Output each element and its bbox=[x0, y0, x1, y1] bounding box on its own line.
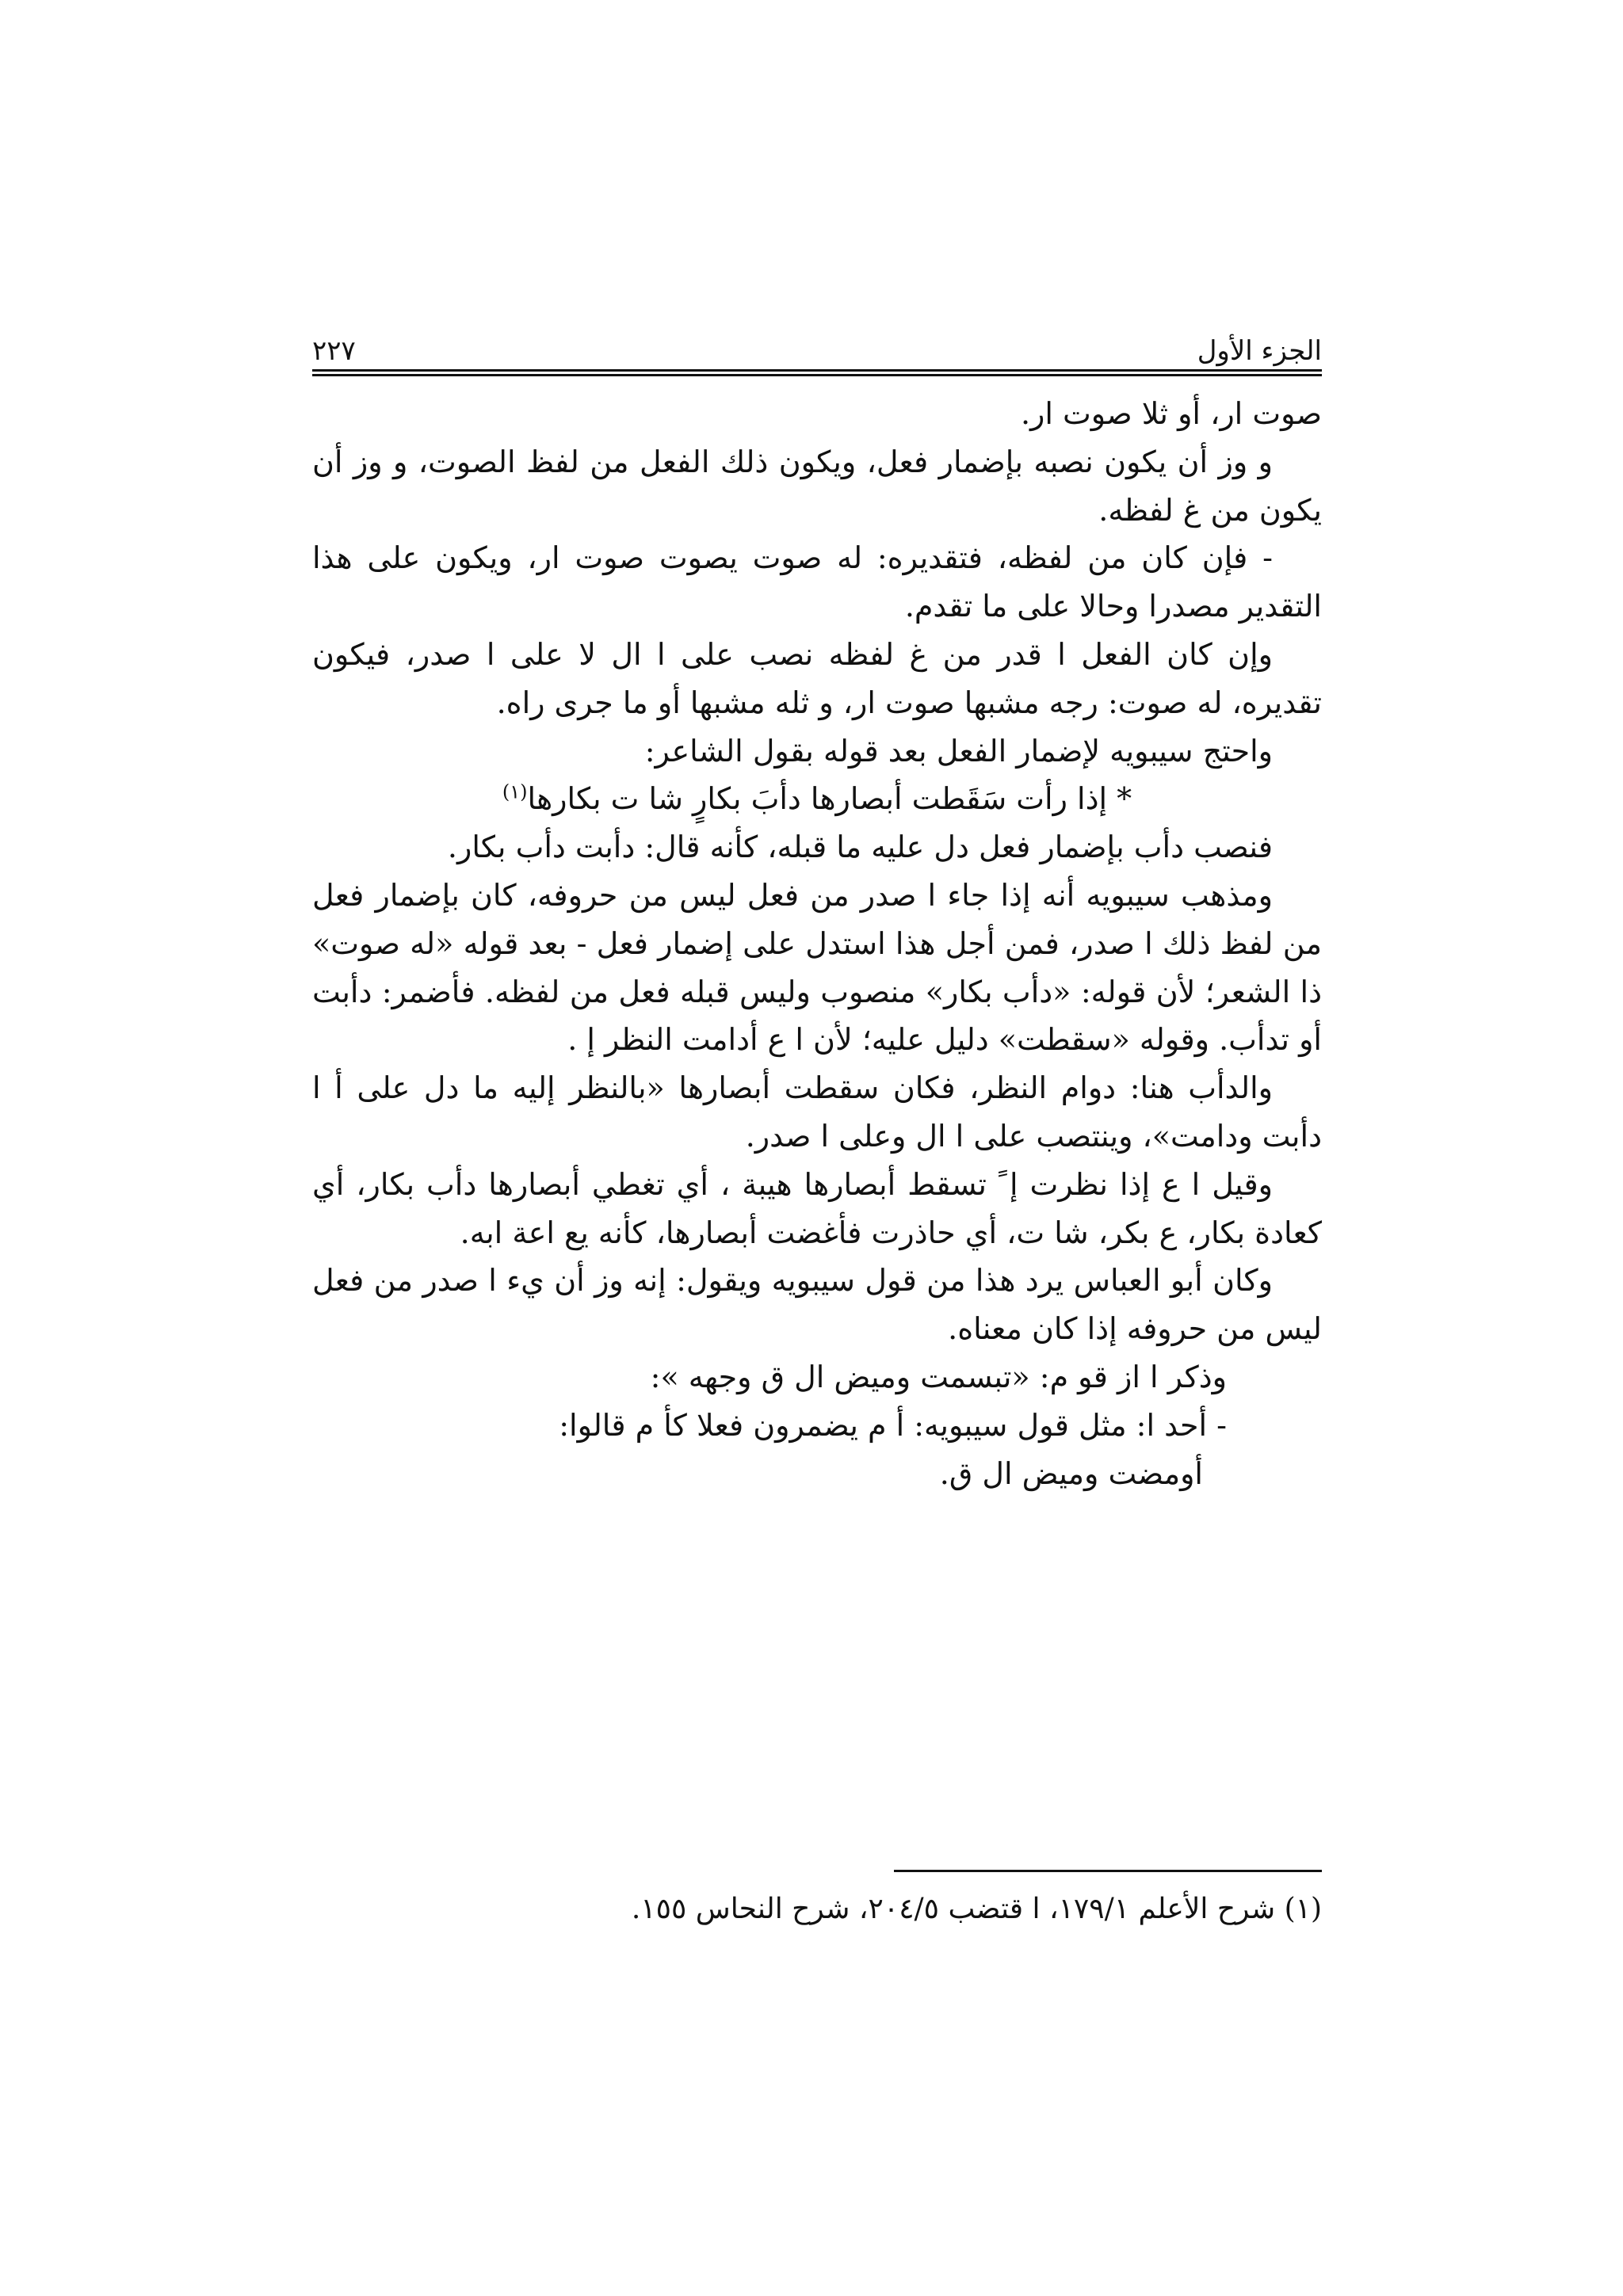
paragraph: وذكر ا از قو م: «تبسمت وميض ال ق وجهه »: bbox=[650, 1359, 1227, 1394]
main-text bbox=[312, 390, 1322, 1497]
paragraph: صوت ار، أو ثلا صوت ار. bbox=[1020, 396, 1322, 431]
verse-text: * إذا رأت سَقَطت أبصارها دأبَ بكارٍ شا ت بكارها bbox=[527, 781, 1132, 817]
paragraph: - فإن كان من لفظه، فتقديره: له صوت يصوت صوت ار، ويكون على هذا التقدير مصدرا وحالا على ما تقدم. bbox=[312, 540, 1322, 624]
paragraph: وإن كان الفعل ا قدر من غ لفظه نصب على ا ال لا على ا صدر، فيكون تقديره، له صوت: رجه مشبها صوت ار، و ثله مشبها أو ما جرى راه. bbox=[312, 636, 1322, 720]
footnote-separator bbox=[894, 1870, 1322, 1872]
paragraph: وقيل ا ع إذا نظرت إ ً تسقط أبصارها هيبة ، أي تغطي أبصارها دأب بكار، أي كعادة بكار، ع بكر، شا ت، أي حاذرت فأغضت أبصارها، كأنه يع اعة ابه. bbox=[312, 1166, 1322, 1250]
paragraph: واحتج سيبويه لإضمار الفعل بعد قوله بقول الشاعر: bbox=[644, 733, 1273, 769]
paragraph: ومذهب سيبويه أنه إذا جاء ا صدر من فعل ليس من حروفه، كان بإضمار فعل من لفظ ذلك ا صدر، فمن أجل هذا استدل على إضمار فعل - بعد قوله «له صوت» ذا الشعر؛ لأن قوله: «دأب بكار» منصوب وليس قبله فعل من لفظه. فأضمر: دأبت أو تدأب. وقوله «سقطت» دليل عليه؛ لأن ا ع أدامت النظر إ . bbox=[312, 877, 1322, 1058]
document-page bbox=[312, 0, 1322, 2296]
list-item: - أحد ا: مثل قول سيبويه: أ م يضمرون فعلا كأ م قالوا: bbox=[559, 1407, 1227, 1443]
page-header bbox=[312, 319, 1322, 367]
book-part-title: الجزء الأول bbox=[1197, 335, 1322, 367]
footnote: (١) شرح الأعلم ١٧٩/١، ا قتضب ٢٠٤/٥، شرح النحاس ١٥٥. bbox=[631, 1893, 1322, 1925]
poetry-verse bbox=[312, 775, 1322, 823]
page-number: ٢٢٧ bbox=[312, 335, 356, 367]
paragraph: والدأب هنا: دوام النظر، فكان سقطت أبصارها «بالنظر إليه ما دل على أ ا دأبت ودامت»، وينتصب على ا ال وعلى ا صدر. bbox=[312, 1070, 1322, 1154]
header-double-rule bbox=[312, 369, 1322, 376]
paragraph: فنصب دأب بإضمار فعل دل عليه ما قبله، كأنه قال: دأبت دأب بكار. bbox=[447, 830, 1273, 865]
paragraph: و وز أن يكون نصبه بإضمار فعل، ويكون ذلك الفعل من لفظ الصوت، و وز أن يكون من غ لفظه. bbox=[312, 444, 1322, 528]
paragraph: وكان أبو العباس يرد هذا من قول سيبويه ويقول: إنه وز أن يء ا صدر من فعل ليس من حروفه إذا كان معناه. bbox=[312, 1263, 1322, 1347]
footnote-reference: (١) bbox=[502, 780, 528, 803]
list-item-continuation: أومضت وميض ال ق. bbox=[939, 1455, 1203, 1491]
